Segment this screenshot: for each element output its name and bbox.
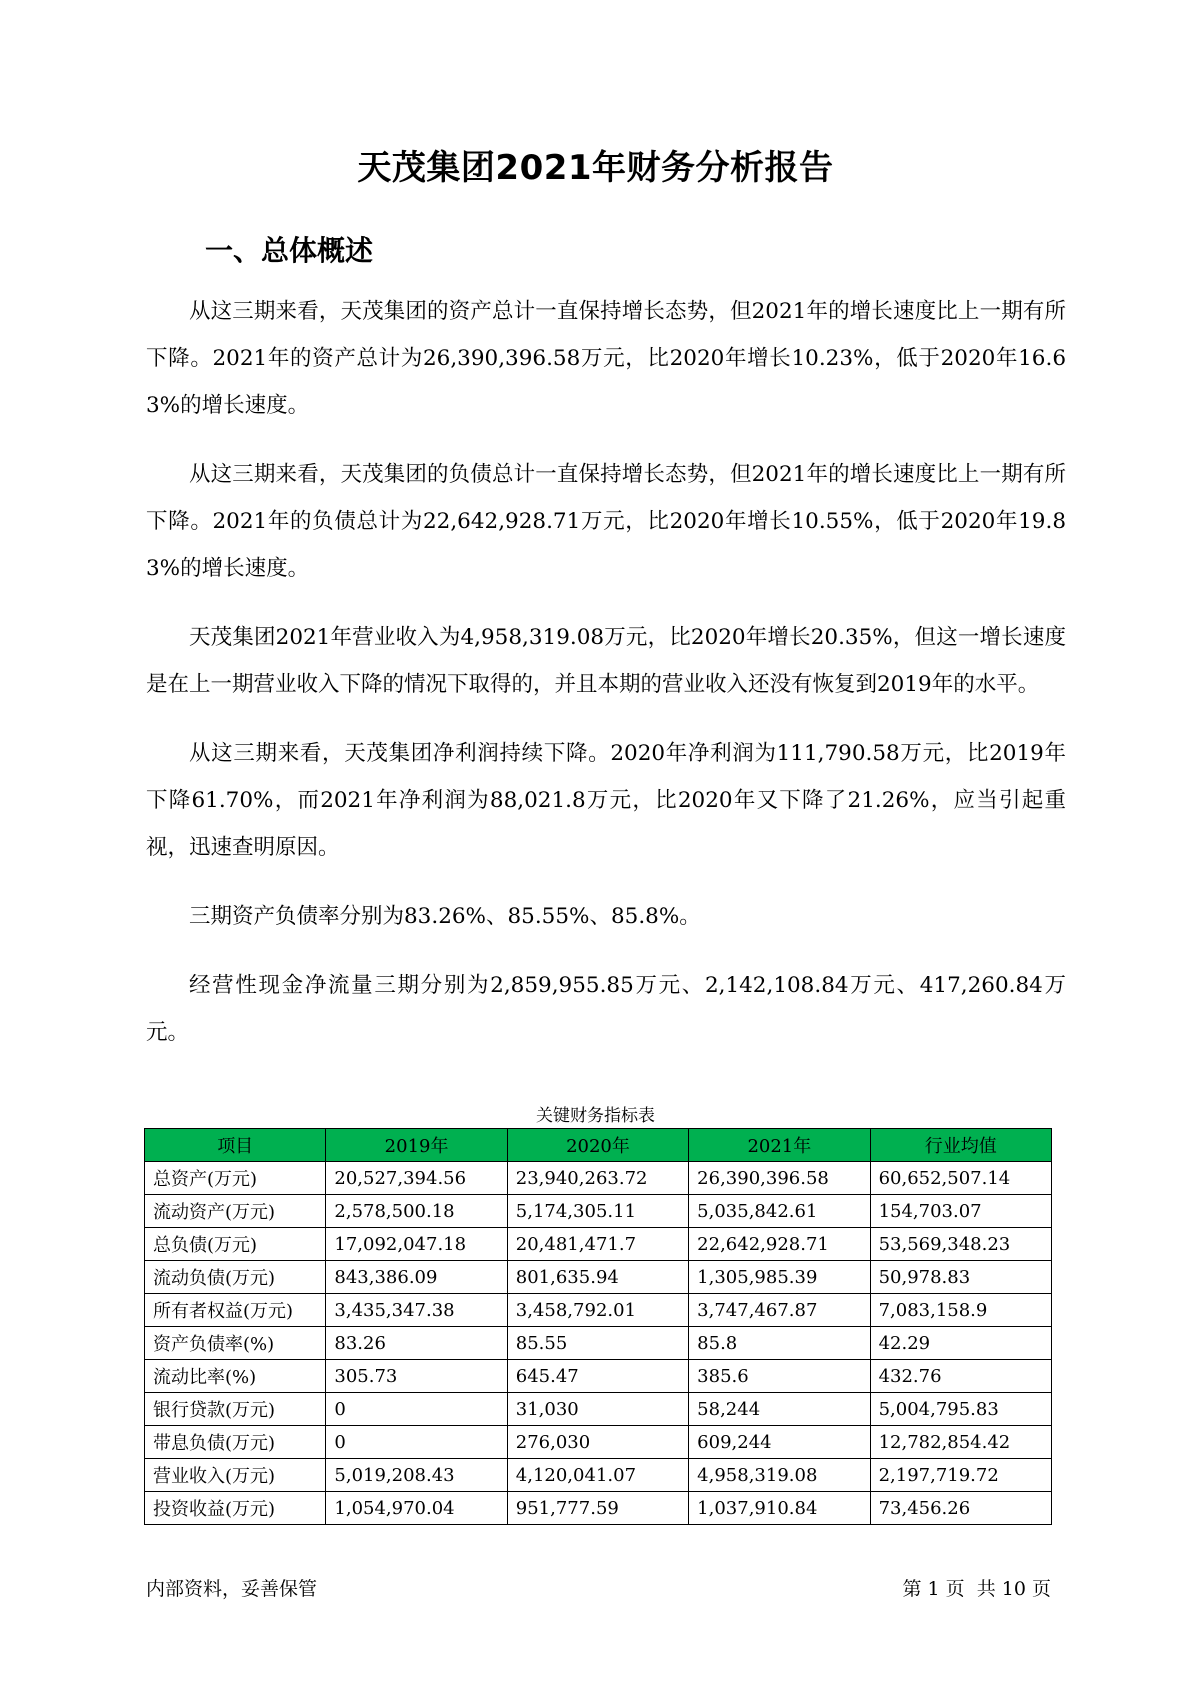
value-cell: 83.26 bbox=[326, 1327, 507, 1360]
value-cell: 843,386.09 bbox=[326, 1261, 507, 1294]
value-cell: 2,197,719.72 bbox=[870, 1459, 1051, 1492]
column-header: 2020年 bbox=[507, 1129, 688, 1162]
row-label-cell: 流动资产(万元) bbox=[145, 1195, 326, 1228]
value-cell: 645.47 bbox=[507, 1360, 688, 1393]
row-label-cell: 银行贷款(万元) bbox=[145, 1393, 326, 1426]
value-cell: 305.73 bbox=[326, 1360, 507, 1393]
value-cell: 0 bbox=[326, 1393, 507, 1426]
column-header: 项目 bbox=[145, 1129, 326, 1162]
table-row bbox=[145, 1492, 1052, 1525]
table-row bbox=[145, 1426, 1052, 1459]
value-cell: 7,083,158.9 bbox=[870, 1294, 1051, 1327]
table-row bbox=[145, 1195, 1052, 1228]
paragraph-cash-flow: 经营性现金净流量三期分别为2,859,955.85万元、2,142,108.84万元、417,260.84万元。 bbox=[146, 973, 1066, 1045]
overview-body bbox=[146, 288, 1066, 1078]
row-label-cell: 流动负债(万元) bbox=[145, 1261, 326, 1294]
row-label-cell: 流动比率(%) bbox=[145, 1360, 326, 1393]
row-label-cell: 资产负债率(%) bbox=[145, 1327, 326, 1360]
value-cell: 58,244 bbox=[689, 1393, 870, 1426]
value-cell: 609,244 bbox=[689, 1426, 870, 1459]
page-title: 天茂集团2021年财务分析报告 bbox=[357, 148, 834, 188]
value-cell: 2,578,500.18 bbox=[326, 1195, 507, 1228]
row-label-cell: 总负债(万元) bbox=[145, 1228, 326, 1261]
value-cell: 60,652,507.14 bbox=[870, 1162, 1051, 1195]
value-cell: 432.76 bbox=[870, 1360, 1051, 1393]
footer-confidential-note: 内部资料，妥善保管 bbox=[146, 1578, 318, 1600]
paragraph-liabilities: 从这三期来看，天茂集团的负债总计一直保持增长态势，但2021年的增长速度比上一期有所下降。2021年的负债总计为22,642,928.71万元，比2020年增长10.55%，低于2020年19.83%的增长速度。 bbox=[146, 462, 1066, 581]
value-cell: 42.29 bbox=[870, 1327, 1051, 1360]
column-header: 2019年 bbox=[326, 1129, 507, 1162]
paragraph-revenue: 天茂集团2021年营业收入为4,958,319.08万元，比2020年增长20.35%，但这一增长速度是在上一期营业收入下降的情况下取得的，并且本期的营业收入还没有恢复到2019年的水平。 bbox=[146, 625, 1066, 697]
value-cell: 4,958,319.08 bbox=[689, 1459, 870, 1492]
value-cell: 1,305,985.39 bbox=[689, 1261, 870, 1294]
value-cell: 385.6 bbox=[689, 1360, 870, 1393]
value-cell: 26,390,396.58 bbox=[689, 1162, 870, 1195]
table-row bbox=[145, 1228, 1052, 1261]
value-cell: 5,019,208.43 bbox=[326, 1459, 507, 1492]
value-cell: 3,435,347.38 bbox=[326, 1294, 507, 1327]
table-row bbox=[145, 1393, 1052, 1426]
value-cell: 5,174,305.11 bbox=[507, 1195, 688, 1228]
section-heading: 一、总体概述 bbox=[205, 234, 374, 267]
value-cell: 801,635.94 bbox=[507, 1261, 688, 1294]
table-body bbox=[145, 1162, 1052, 1525]
value-cell: 0 bbox=[326, 1426, 507, 1459]
value-cell: 276,030 bbox=[507, 1426, 688, 1459]
table-row bbox=[145, 1162, 1052, 1195]
row-label-cell: 总资产(万元) bbox=[145, 1162, 326, 1195]
value-cell: 23,940,263.72 bbox=[507, 1162, 688, 1195]
value-cell: 53,569,348.23 bbox=[870, 1228, 1051, 1261]
table-row bbox=[145, 1327, 1052, 1360]
value-cell: 1,037,910.84 bbox=[689, 1492, 870, 1525]
column-header: 2021年 bbox=[689, 1129, 870, 1162]
value-cell: 4,120,041.07 bbox=[507, 1459, 688, 1492]
table-row bbox=[145, 1261, 1052, 1294]
value-cell: 50,978.83 bbox=[870, 1261, 1051, 1294]
value-cell: 85.8 bbox=[689, 1327, 870, 1360]
row-label-cell: 营业收入(万元) bbox=[145, 1459, 326, 1492]
value-cell: 17,092,047.18 bbox=[326, 1228, 507, 1261]
row-label-cell: 所有者权益(万元) bbox=[145, 1294, 326, 1327]
value-cell: 31,030 bbox=[507, 1393, 688, 1426]
paragraph-debt-ratio: 三期资产负债率分别为83.26%、85.55%、85.8%。 bbox=[189, 904, 701, 929]
value-cell: 22,642,928.71 bbox=[689, 1228, 870, 1261]
value-cell: 1,054,970.04 bbox=[326, 1492, 507, 1525]
footer-page-number: 第 1 页 共 10 页 bbox=[902, 1578, 1051, 1600]
value-cell: 85.55 bbox=[507, 1327, 688, 1360]
value-cell: 12,782,854.42 bbox=[870, 1426, 1051, 1459]
column-header: 行业均值 bbox=[870, 1129, 1051, 1162]
paragraph-assets: 从这三期来看，天茂集团的资产总计一直保持增长态势，但2021年的增长速度比上一期有所下降。2021年的资产总计为26,390,396.58万元，比2020年增长10.23%，低于2020年16.63%的增长速度。 bbox=[146, 299, 1066, 418]
row-label-cell: 带息负债(万元) bbox=[145, 1426, 326, 1459]
value-cell: 5,035,842.61 bbox=[689, 1195, 870, 1228]
table-row bbox=[145, 1360, 1052, 1393]
value-cell: 3,747,467.87 bbox=[689, 1294, 870, 1327]
value-cell: 20,481,471.7 bbox=[507, 1228, 688, 1261]
table-row bbox=[145, 1459, 1052, 1492]
table-row bbox=[145, 1294, 1052, 1327]
table-header-row bbox=[145, 1129, 1052, 1162]
value-cell: 20,527,394.56 bbox=[326, 1162, 507, 1195]
table-caption: 关键财务指标表 bbox=[536, 1106, 655, 1126]
row-label-cell: 投资收益(万元) bbox=[145, 1492, 326, 1525]
key-financial-table bbox=[144, 1128, 1052, 1525]
value-cell: 3,458,792.01 bbox=[507, 1294, 688, 1327]
value-cell: 951,777.59 bbox=[507, 1492, 688, 1525]
value-cell: 73,456.26 bbox=[870, 1492, 1051, 1525]
value-cell: 154,703.07 bbox=[870, 1195, 1051, 1228]
value-cell: 5,004,795.83 bbox=[870, 1393, 1051, 1426]
paragraph-net-profit: 从这三期来看，天茂集团净利润持续下降。2020年净利润为111,790.58万元，比2019年下降61.70%，而2021年净利润为88,021.8万元，比2020年又下降了21.26%，应当引起重视，迅速查明原因。 bbox=[146, 741, 1066, 860]
